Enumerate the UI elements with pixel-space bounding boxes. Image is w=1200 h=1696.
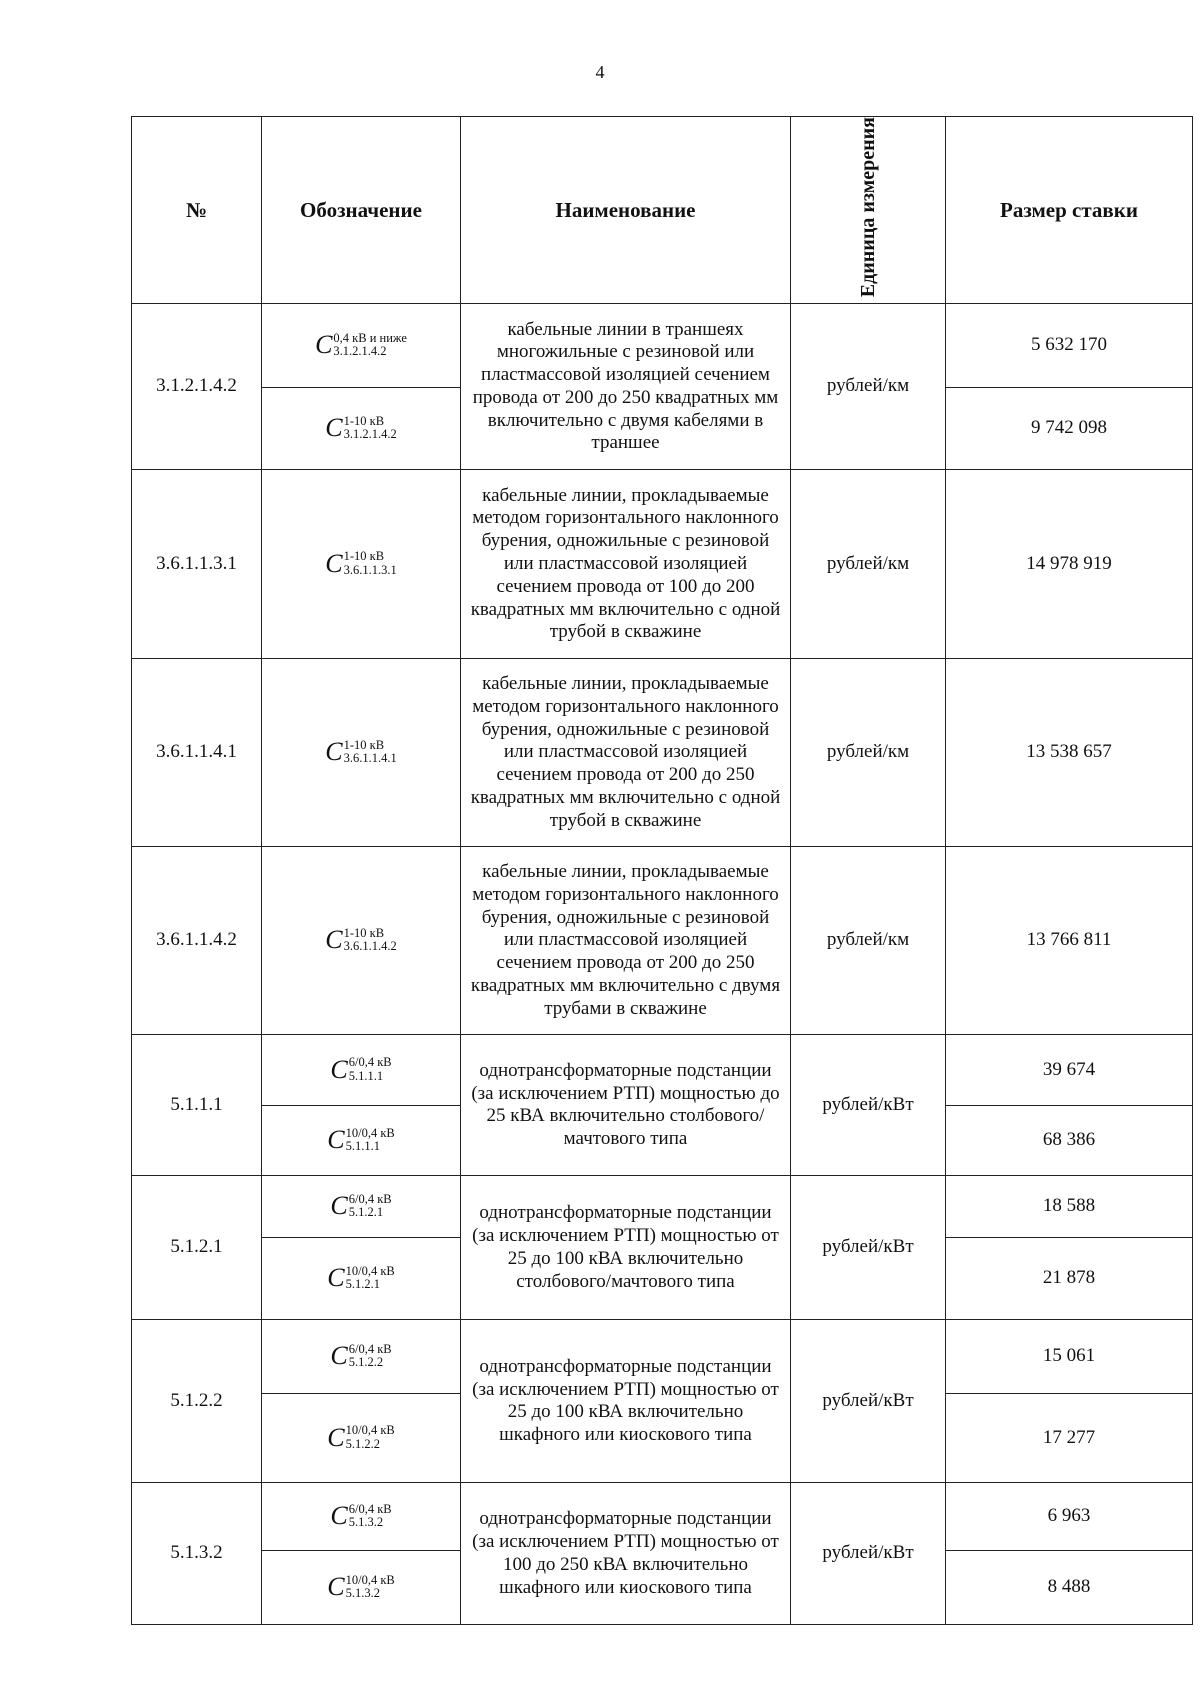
symbol-indices [333, 332, 407, 358]
symbol-letter: C [327, 1263, 345, 1293]
row-unit: рублей/км [791, 847, 946, 1035]
symbol-subscript: 5.1.2.2 [348, 1355, 384, 1370]
symbol-letter: C [327, 1422, 345, 1452]
table-row [132, 470, 1193, 659]
row-number: 3.6.1.1.3.1 [132, 470, 262, 659]
symbol-superscript: 6/0,4 кВ [348, 1191, 392, 1206]
symbol-indices [344, 550, 397, 576]
table-row [132, 659, 1193, 847]
rate-symbol [327, 1424, 394, 1450]
designation-cell [262, 1176, 461, 1238]
row-unit: рублей/кВт [791, 1035, 946, 1176]
symbol-superscript: 6/0,4 кВ [348, 1501, 392, 1516]
table-row [132, 1176, 1193, 1238]
rate-value: 68 386 [946, 1106, 1193, 1176]
row-name: кабельные линии, прокладываемые методом горизонтального наклонного бурения, одножильные с резиновой или пластмассовой изоляцией сечением провода от 200 до 250 квадратных мм включительно с одной трубой в скважине [461, 659, 791, 847]
rate-value: 18 588 [946, 1176, 1193, 1238]
rate-value: 9 742 098 [946, 388, 1193, 470]
symbol-subscript: 3.1.2.1.4.2 [333, 344, 387, 359]
rate-symbol [330, 1503, 391, 1529]
symbol-indices [349, 1193, 392, 1219]
rate-symbol [325, 927, 396, 953]
table-row [132, 1483, 1193, 1551]
symbol-subscript: 5.1.2.1 [345, 1277, 380, 1292]
rate-value: 21 878 [946, 1238, 1193, 1320]
table-row [132, 304, 1193, 388]
designation-cell [262, 1394, 461, 1483]
row-unit: рублей/км [791, 304, 946, 470]
symbol-indices [346, 1574, 395, 1600]
designation-cell [262, 1320, 461, 1394]
header-designation: Обозначение [262, 117, 461, 304]
designation-cell [262, 1035, 461, 1106]
designation-cell [262, 1551, 461, 1625]
header-unit [791, 117, 946, 304]
rate-value: 13 766 811 [946, 847, 1193, 1035]
rate-symbol [327, 1574, 394, 1600]
page-number: 4 [595, 62, 605, 82]
designation-cell [262, 659, 461, 847]
row-number: 5.1.2.1 [132, 1176, 262, 1320]
table-row [132, 1035, 1193, 1106]
designation-cell [262, 304, 461, 388]
designation-cell [262, 1106, 461, 1176]
symbol-indices [349, 1056, 392, 1082]
table-row [132, 847, 1193, 1035]
row-name: однотрансформаторные подстанции (за исключением РТП) мощностью от 25 до 100 кВА включительно шкафного или киоскового типа [461, 1320, 791, 1483]
rate-value: 15 061 [946, 1320, 1193, 1394]
symbol-letter: C [325, 925, 343, 955]
symbol-subscript: 5.1.3.2 [348, 1515, 384, 1530]
row-number: 5.1.2.2 [132, 1320, 262, 1483]
row-name: кабельные линии, прокладываемые методом горизонтального наклонного бурения, одножильные с резиновой или пластмассовой изоляцией сечением провода от 100 до 200 квадратных мм включительно с одной трубой в скважине [461, 470, 791, 659]
rates-table [131, 116, 1193, 1625]
row-unit: рублей/км [791, 659, 946, 847]
symbol-subscript: 3.1.2.1.4.2 [343, 427, 397, 442]
header-row [132, 117, 1193, 304]
symbol-subscript: 5.1.2.1 [348, 1205, 384, 1220]
designation-cell [262, 847, 461, 1035]
symbol-superscript: 0,4 кВ и ниже [333, 330, 407, 345]
row-name: однотрансформаторные подстанции (за исключением РТП) мощностью до 25 кВА включительно столбового/мачтового типа [461, 1035, 791, 1176]
symbol-letter: C [330, 1054, 348, 1084]
symbol-letter: C [330, 1501, 348, 1531]
symbol-subscript: 3.6.1.1.4.1 [343, 751, 397, 766]
row-unit: рублей/кВт [791, 1176, 946, 1320]
row-unit: рублей/кВт [791, 1320, 946, 1483]
row-name: однотрансформаторные подстанции (за исключением РТП) мощностью от 100 до 250 кВА включительно шкафного или киоскового типа [461, 1483, 791, 1625]
symbol-superscript: 1-10 кВ [343, 737, 385, 752]
symbol-indices [344, 927, 397, 953]
rate-value: 14 978 919 [946, 470, 1193, 659]
symbol-superscript: 1-10 кВ [343, 925, 385, 940]
table-row [132, 1320, 1193, 1394]
row-number: 5.1.1.1 [132, 1035, 262, 1176]
symbol-indices [346, 1127, 395, 1153]
rate-symbol [325, 415, 396, 441]
symbol-subscript: 3.6.1.1.3.1 [343, 562, 397, 577]
rate-symbol [330, 1193, 391, 1219]
rate-value: 5 632 170 [946, 304, 1193, 388]
symbol-indices [344, 415, 397, 441]
symbol-superscript: 6/0,4 кВ [348, 1341, 392, 1356]
row-number: 3.6.1.1.4.1 [132, 659, 262, 847]
row-name: кабельные линии, прокладываемые методом горизонтального наклонного бурения, одножильные с резиновой или пластмассовой изоляцией сечением провода от 200 до 250 квадратных мм включительно с двумя трубами в скважине [461, 847, 791, 1035]
designation-cell [262, 388, 461, 470]
rate-value: 17 277 [946, 1394, 1193, 1483]
header-rate: Размер ставки [946, 117, 1193, 304]
symbol-subscript: 5.1.1.1 [348, 1068, 384, 1083]
symbol-subscript: 3.6.1.1.4.2 [343, 939, 397, 954]
rate-symbol [330, 1343, 391, 1369]
symbol-letter: C [330, 1341, 348, 1371]
symbol-letter: C [325, 737, 343, 767]
symbol-indices [346, 1265, 395, 1291]
designation-cell [262, 1238, 461, 1320]
rate-value: 39 674 [946, 1035, 1193, 1106]
table-body [132, 304, 1193, 1625]
symbol-letter: C [327, 1572, 345, 1602]
symbol-letter: C [325, 413, 343, 443]
symbol-indices [349, 1503, 392, 1529]
rate-symbol [325, 550, 396, 576]
symbol-subscript: 5.1.1.1 [345, 1139, 380, 1154]
row-number: 3.1.2.1.4.2 [132, 304, 262, 470]
symbol-superscript: 10/0,4 кВ [345, 1263, 395, 1278]
row-number: 3.6.1.1.4.2 [132, 847, 262, 1035]
rate-value: 6 963 [946, 1483, 1193, 1551]
symbol-indices [349, 1343, 392, 1369]
symbol-letter: C [325, 548, 343, 578]
symbol-letter: C [327, 1125, 345, 1155]
rate-value: 8 488 [946, 1551, 1193, 1625]
symbol-superscript: 1-10 кВ [343, 413, 385, 428]
symbol-superscript: 10/0,4 кВ [345, 1423, 395, 1438]
rate-symbol [327, 1265, 394, 1291]
symbol-superscript: 1-10 кВ [343, 549, 385, 564]
symbol-superscript: 10/0,4 кВ [345, 1125, 395, 1140]
designation-cell [262, 1483, 461, 1551]
row-unit: рублей/кВт [791, 1483, 946, 1625]
row-unit: рублей/км [791, 470, 946, 659]
symbol-letter: C [330, 1191, 348, 1221]
row-number: 5.1.3.2 [132, 1483, 262, 1625]
symbol-subscript: 5.1.3.2 [345, 1586, 380, 1601]
row-name: однотрансформаторные подстанции (за исключением РТП) мощностью от 25 до 100 кВА включительно столбового/мачтового типа [461, 1176, 791, 1320]
symbol-letter: C [315, 330, 333, 360]
symbol-superscript: 10/0,4 кВ [345, 1572, 395, 1587]
header-num: № [132, 117, 262, 304]
rate-symbol [327, 1127, 394, 1153]
rate-symbol [315, 332, 407, 358]
symbol-subscript: 5.1.2.2 [345, 1436, 380, 1451]
header-unit-label: Единица измерения [857, 117, 879, 298]
symbol-indices [346, 1424, 395, 1450]
designation-cell [262, 470, 461, 659]
symbol-indices [344, 739, 397, 765]
rate-value: 13 538 657 [946, 659, 1193, 847]
rate-symbol [330, 1056, 391, 1082]
header-name: Наименование [461, 117, 791, 304]
row-name: кабельные линии в траншеях многожильные с резиновой или пластмассовой изоляцией сечением провода от 200 до 250 квадратных мм включительно с двумя кабелями в траншее [461, 304, 791, 470]
rate-symbol [325, 739, 396, 765]
symbol-superscript: 6/0,4 кВ [348, 1055, 392, 1070]
